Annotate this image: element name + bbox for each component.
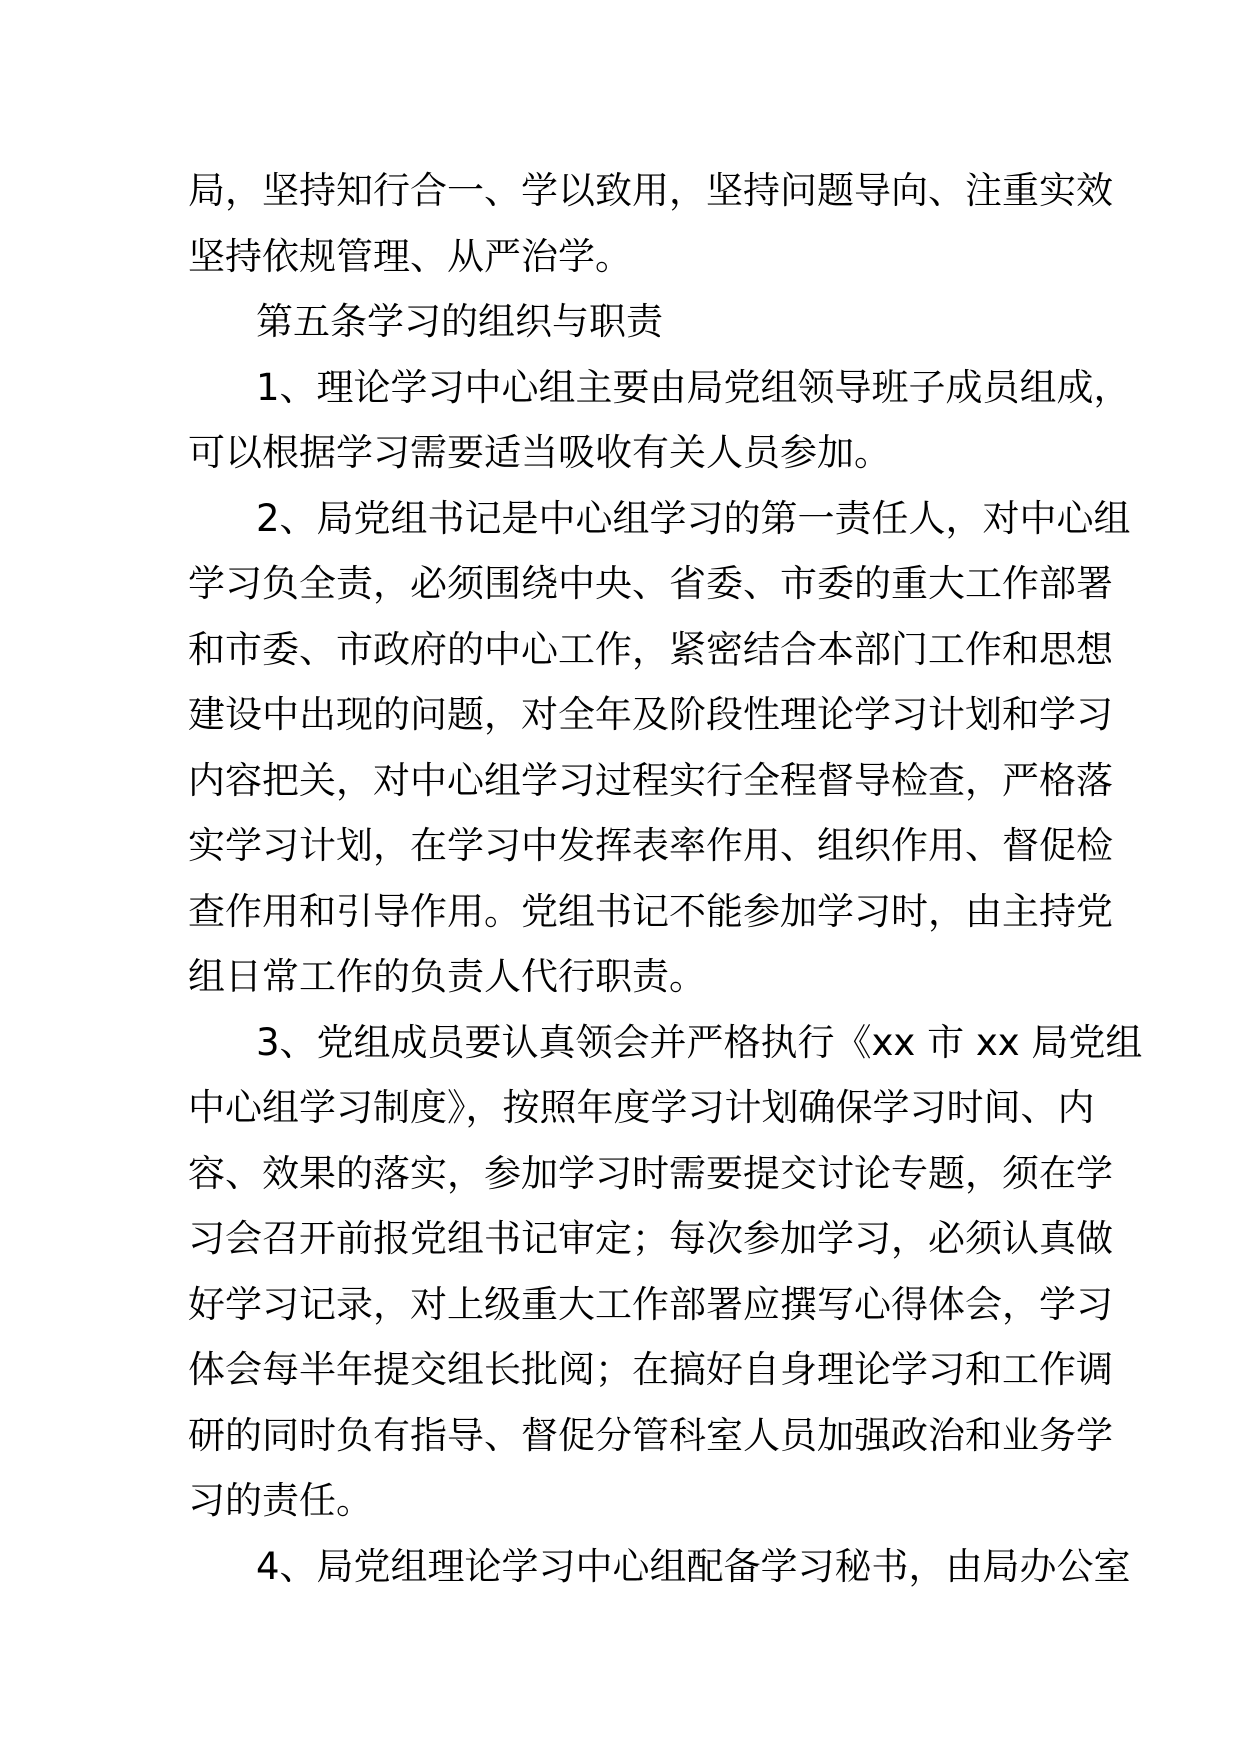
text-line: 2、局党组书记是中心组学习的第一责任人，对中心组 — [256, 496, 1131, 540]
paragraph-continuation — [188, 158, 1113, 289]
text-line: 容、效果的落实，参加学习时需要提交讨论专题，须在学 — [188, 1151, 1113, 1195]
paragraph-item-2 — [188, 486, 1131, 1010]
text-line: 1、理论学习中心组主要由局党组领导班子成员组成， — [256, 365, 1131, 409]
text-line: 习的责任。 — [188, 1479, 373, 1522]
text-line: 实学习计划，在学习中发挥表率作用、组织作用、督促检 — [188, 824, 1113, 867]
text-line: 组日常工作的负责人代行职责。 — [188, 955, 706, 998]
text-line: 可以根据学习需要适当吸收有关人员参加。 — [188, 431, 891, 474]
text-line: 建设中出现的问题，对全年及阶段性理论学习计划和学习 — [188, 693, 1113, 736]
document-body — [188, 158, 1143, 1599]
text-line: 4、局党组理论学习中心组配备学习秘书，由局办公室 — [256, 1544, 1131, 1588]
paragraph-item-1 — [188, 355, 1131, 486]
text-line: 查作用和引导作用。党组书记不能参加学习时，由主持党 — [188, 889, 1113, 933]
text-line: 3、党组成员要认真领会并严格执行《xx 市 xx 局党组 — [256, 1020, 1143, 1064]
text-line: 习会召开前报党组书记审定；每次参加学习，必须认真做 — [188, 1217, 1113, 1260]
heading-line: 第五条学习的组织与职责 — [256, 300, 663, 343]
text-line: 好学习记录，对上级重大工作部署应撰写心得体会，学习 — [188, 1282, 1113, 1326]
paragraph-item-3 — [188, 1010, 1143, 1534]
text-line: 学习负全责，必须围绕中央、省委、市委的重大工作部署 — [188, 562, 1113, 605]
text-line: 内容把关，对中心组学习过程实行全程督导检查，严格落 — [188, 758, 1113, 802]
text-line: 研的同时负有指导、督促分管科室人员加强政治和业务学 — [188, 1413, 1113, 1457]
text-line: 局，坚持知行合一、学以致用，坚持问题导向、注重实效 — [188, 169, 1113, 212]
section-heading — [188, 289, 1058, 355]
text-line: 体会每半年提交组长批阅；在搞好自身理论学习和工作调 — [188, 1348, 1113, 1391]
text-line: 中心组学习制度》，按照年度学习计划确保学习时间、内 — [188, 1086, 1095, 1129]
text-line: 和市委、市政府的中心工作，紧密结合本部门工作和思想 — [188, 627, 1113, 671]
text-line: 坚持依规管理、从严治学。 — [188, 234, 632, 278]
paragraph-item-4 — [188, 1534, 1131, 1600]
